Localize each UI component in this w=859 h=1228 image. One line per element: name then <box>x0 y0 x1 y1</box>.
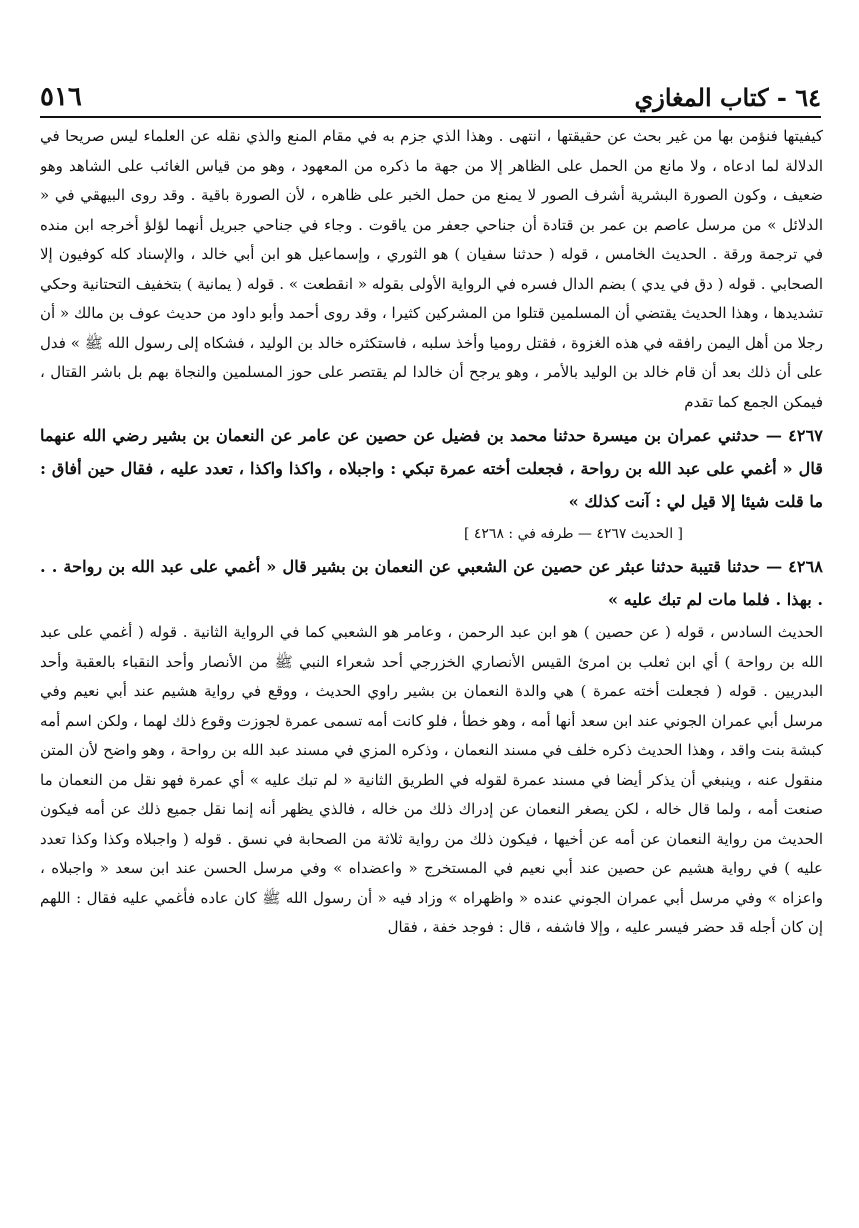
cross-reference-note: [ الحديث ٤٢٦٧ — طرفه في : ٤٢٦٨ ] <box>463 526 683 542</box>
page-header <box>40 70 821 118</box>
hadith-4267: ٤٢٦٧ — حدثني عمران بن ميسرة حدثنا محمد بن فضيل عن حصين عن عامر عن النعمان بن بشير رضي الله عنهما قال « أغمي على عبد الله بن رواحة ، فجعلت أخته عمرة تبكي : واجبلاه ، واكذا واكذا ، تعدد عليه ، فقال حين أفاق : ما قلت شيئا إلا قيل لي : آنت كذلك » <box>40 426 823 511</box>
running-title: ٦٤ - كتاب المغازي <box>634 83 821 112</box>
commentary-paragraph: الحديث السادس ، قوله ( عن حصين ) هو ابن عبد الرحمن ، وعامر هو الشعبي كما في الرواية الثانية . قوله ( أغمي على عبد الله بن رواحة ) أي ابن ثعلب بن امرئ القيس الأنصاري الخزرجي أحد شعراء النبي ﷺ من الأنصار وأحد النقباء بالعقبة وأحد البدريين . قوله ( فجعلت أخته عمرة ) هي والدة النعمان بن بشير راوي الحديث ، ووقع في رواية هشيم عند أبي نعيم وفي مرسل أبي عمران الجوني عند ابن سعد أنها أمه ، وهو خطأ ، فلو كانت أمه تسمى عمرة لجوزت وقوع ذلك لهما ، ولكن اسم أمه كبشة بنت واقد ، وهذا الحديث ذكره خلف في مسند النعمان ، وذكره المزي في مسند عبد الله بن رواحة ، وهو واضح لأن المتن منقول عنه ، وينبغي أن يذكر أيضا في مسند عمرة لقوله في الطريق الثانية « لم تبك عليه » أي عمرة فهو نقل من النعمان ما صنعت أمه ، ولما قال خاله ، لكن يصغر النعمان عن إدراك ذلك من خاله ، فالذي يظهر أنه إنما نقل جميع ذلك عن أمه فيكون الحديث من رواية النعمان عن أمه عن أخيها ، فيكون ذلك من رواية ثلاثة من الصحابة في نسق . قوله ( واجبلاه وكذا وكذا تعدد عليه ) في رواية هشيم عن حصين عند أبي نعيم في المستخرج « واعضداه » وفي مرسل الحسن عند ابن سعد « واجبلاه ، واعزاه » وفي مرسل أبي عمران الجوني عنده « واظهراه » وزاد فيه « أن رسول الله ﷺ كان عاده فأغمي عليه فقال : اللهم إن كان أجله قد حضر فيسر عليه ، وإلا فاشفه ، قال : فوجد خفة ، فقال <box>40 623 823 936</box>
page-body <box>40 122 823 1216</box>
hadith-4268: ٤٢٦٨ — حدثنا قتيبة حدثنا عبثر عن حصين عن الشعبي عن النعمان بن بشير قال « أغمي على عبد الله بن رواحة . . . بهذا . فلما مات لم تبك عليه » <box>40 557 823 609</box>
commentary-paragraph: كيفيتها فنؤمن بها من غير بحث عن حقيقتها ، انتهى . وهذا الذي جزم به في مقام المنع والذي نقله عن العلماء ليس صريحا في الدلالة لما ادعاه ، ولا مانع من الحمل على الظاهر إلا من جهة ما ذكره من المعهود ، وهو من قياس الغائب على الشاهد وهو ضعيف ، وكون الصورة البشرية أشرف الصور لا يمنع من حمل الخبر على ظاهره ، لأن الصورة باقية . وقد روى البيهقي في « الدلائل » من مرسل عاصم بن عمر بن قتادة أن جناحي جعفر من ياقوت . وجاء في جناحي جبريل أنهما لؤلؤ أخرجه ابن منده في ترجمة ورقة . الحديث الخامس ، قوله ( حدثنا سفيان ) هو الثوري ، وإسماعيل هو ابن أبي خالد ، والإسناد كله كوفيون إلا الصحابي . قوله ( دق في يدي ) بضم الدال فسره في الرواية الأولى بقوله « انقطعت » . قوله ( يمانية ) بتخفيف التحتانية وحكي تشديدها ، وهذا الحديث يقتضي أن المسلمين قتلوا من المشركين كثيرا ، وقد روى أحمد وأبو داود من حديث عوف بن مالك « أن رجلا من أهل اليمن رافقه في هذه الغزوة ، فقتل روميا وأخذ سلبه ، فاستكثره خالد بن الوليد ، فشكاه إلى رسول الله ﷺ » فدل على أن ذلك بعد أن قام خالد بن الوليد بالأمر ، وهو يرجح أن خالدا لم يقتصر على حوز المسلمين والنجاة بهم بل باشر القتال ، فيمكن الجمع كما تقدم <box>40 127 823 411</box>
page-number: ٥١٦ <box>40 82 82 112</box>
